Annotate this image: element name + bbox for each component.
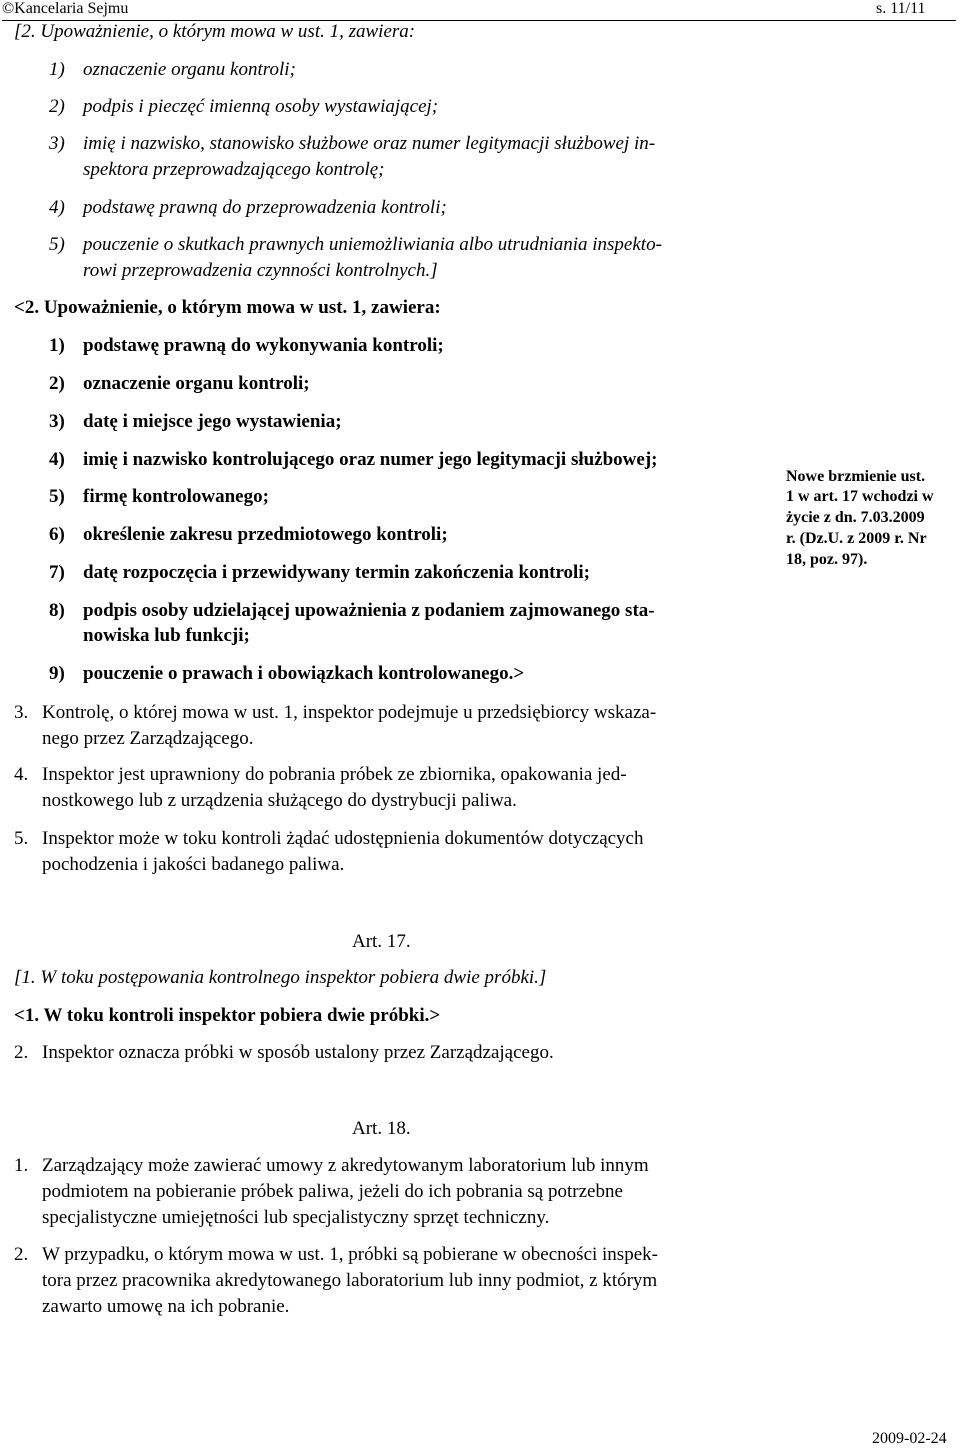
new-par2-title: <2. Upoważnienie, o którym mowa w ust. 1, zawiera:: [14, 297, 441, 318]
paragraph-line: [14, 855, 344, 874]
paragraph-line: [14, 1271, 657, 1290]
old-par2-item: [49, 198, 447, 217]
paragraph-number: 3.: [14, 702, 29, 723]
item-number: 9): [49, 663, 65, 684]
paragraph-text: zawarto umowę na ich pobranie.: [42, 1296, 290, 1317]
new-par2-item-cont: [49, 626, 250, 645]
article-heading: Art. 17.: [352, 931, 411, 952]
paragraph-text: Kontrolę, o której mowa w ust. 1, inspektor podejmuje u przedsiębiorcy wskaza-: [42, 702, 657, 723]
item-text: pouczenie o skutkach prawnych uniemożliwiania albo utrudniania inspekto-: [83, 234, 662, 255]
item-text: nowiska lub funkcji;: [83, 625, 250, 646]
item-text: spektora przeprowadzającego kontrolę;: [83, 159, 385, 180]
paragraph-text: Zarządzający może zawierać umowy z akredytowanym laboratorium lub innym: [42, 1155, 649, 1176]
item-text: datę i miejsce jego wystawienia;: [83, 411, 342, 432]
paragraph-number: 2.: [14, 1244, 29, 1265]
new-par2-item: [49, 525, 448, 544]
item-text: podstawę prawną do przeprowadzenia kontroli;: [83, 197, 447, 218]
paragraph-text: tora przez pracownika akredytowanego laboratorium lub inny podmiot, z którym: [42, 1270, 658, 1291]
item-text: podpis osoby udzielającej upoważnienia z podaniem zajmowanego sta-: [83, 600, 655, 621]
header-left: ©Kancelaria Sejmu: [2, 0, 129, 17]
item-number: 8): [49, 600, 65, 621]
item-text: oznaczenie organu kontroli;: [83, 373, 310, 394]
item-text: podpis i pieczęć imienną osoby wystawiającej;: [83, 96, 439, 117]
item-number: 2): [49, 96, 65, 117]
new-par2-item: [49, 450, 658, 469]
new-par1: <1. W toku kontroli inspektor pobiera dwie próbki.>: [14, 1005, 441, 1026]
item-number: 4): [49, 449, 65, 470]
item-number: 1): [49, 335, 65, 356]
item-text: firmę kontrolowanego;: [83, 486, 269, 507]
paragraph-number: 4.: [14, 764, 29, 785]
item-number: 4): [49, 197, 65, 218]
margin-note-line: życie z dn. 7.03.2009: [786, 509, 925, 526]
new-par2-item: [49, 374, 310, 393]
item-text: podstawę prawną do wykonywania kontroli;: [83, 335, 444, 356]
old-par2-title: [2. Upoważnienie, o którym mowa w ust. 1, zawiera:: [14, 21, 416, 42]
paragraph-text: nostkowego lub z urządzenia służącego do dystrybucji paliwa.: [42, 790, 517, 811]
item-text: datę rozpoczęcia i przewidywany termin zakończenia kontroli;: [83, 562, 590, 583]
paragraph-text: pochodzenia i jakości badanego paliwa.: [42, 854, 345, 875]
paragraph-number: 1.: [14, 1155, 29, 1176]
paragraph-line: [14, 1245, 658, 1264]
paragraph-text: Inspektor oznacza próbki w sposób ustalony przez Zarządzającego.: [42, 1042, 554, 1063]
paragraph-line: [14, 703, 656, 722]
paragraph-line: [14, 1156, 649, 1175]
paragraph-line: [14, 829, 644, 848]
article-heading: Art. 18.: [352, 1118, 411, 1139]
footer-date: 2009-02-24: [872, 1430, 947, 1447]
paragraph-text: Inspektor może w toku kontroli żądać udostępnienia dokumentów dotyczących: [42, 828, 644, 849]
paragraph-line: [14, 765, 627, 784]
old-par2-item-cont: [49, 261, 438, 280]
item-number: 2): [49, 373, 65, 394]
new-par2-item: [49, 601, 655, 620]
new-par2-item: [49, 412, 342, 431]
item-text: pouczenie o prawach i obowiązkach kontrolowanego.>: [83, 663, 525, 684]
item-number: 6): [49, 524, 65, 545]
old-par1: [1. W toku postępowania kontrolnego inspektor pobiera dwie próbki.]: [14, 967, 547, 988]
item-text: rowi przeprowadzenia czynności kontrolnych.]: [83, 260, 438, 281]
paragraph-text: W przypadku, o którym mowa w ust. 1, próbki są pobierane w obecności inspek-: [42, 1244, 658, 1265]
item-number: 3): [49, 411, 65, 432]
new-par2-item: [49, 336, 444, 355]
paragraph-line: [14, 1297, 289, 1316]
item-text: imię i nazwisko kontrolującego oraz numer jego legitymacji służbowej;: [83, 449, 658, 470]
new-par2-item: [49, 664, 524, 683]
old-par2-item: [49, 97, 438, 116]
paragraph-number: 5.: [14, 828, 29, 849]
paragraph-line: [14, 729, 254, 748]
margin-note-line: r. (Dz.U. z 2009 r. Nr: [786, 530, 927, 547]
paragraph-text: podmiotem na pobieranie próbek paliwa, jeżeli do ich pobrania są potrzebne: [42, 1181, 623, 1202]
new-par2-item: [49, 563, 590, 582]
old-par2-item: [49, 60, 296, 79]
paragraph-line: [14, 1043, 554, 1062]
paragraph-text: Inspektor jest uprawniony do pobrania próbek ze zbiornika, opakowania jed-: [42, 764, 627, 785]
old-par2-item-cont: [49, 160, 385, 179]
paragraph-line: [14, 1208, 549, 1227]
item-text: oznaczenie organu kontroli;: [83, 59, 296, 80]
item-number: 7): [49, 562, 65, 583]
paragraph-text: nego przez Zarządzającego.: [42, 728, 254, 749]
margin-note-line: 18, poz. 97).: [786, 551, 868, 568]
item-number: 3): [49, 133, 65, 154]
item-text: określenie zakresu przedmiotowego kontroli;: [83, 524, 448, 545]
margin-note-line: 1 w art. 17 wchodzi w: [786, 488, 934, 505]
new-par2-item: [49, 487, 269, 506]
item-number: 5): [49, 486, 65, 507]
paragraph-line: [14, 1182, 623, 1201]
paragraph-line: [14, 791, 517, 810]
paragraph-text: specjalistyczne umiejętności lub specjalistyczny sprzęt techniczny.: [42, 1207, 550, 1228]
header-page-number: s. 11/11: [876, 0, 926, 17]
old-par2-item: [49, 134, 655, 153]
paragraph-number: 2.: [14, 1042, 29, 1063]
item-number: 1): [49, 59, 65, 80]
old-par2-item: [49, 235, 662, 254]
item-number: 5): [49, 234, 65, 255]
item-text: imię i nazwisko, stanowisko służbowe oraz numer legitymacji służbowej in-: [83, 133, 656, 154]
margin-note-line: Nowe brzmienie ust.: [786, 468, 926, 485]
